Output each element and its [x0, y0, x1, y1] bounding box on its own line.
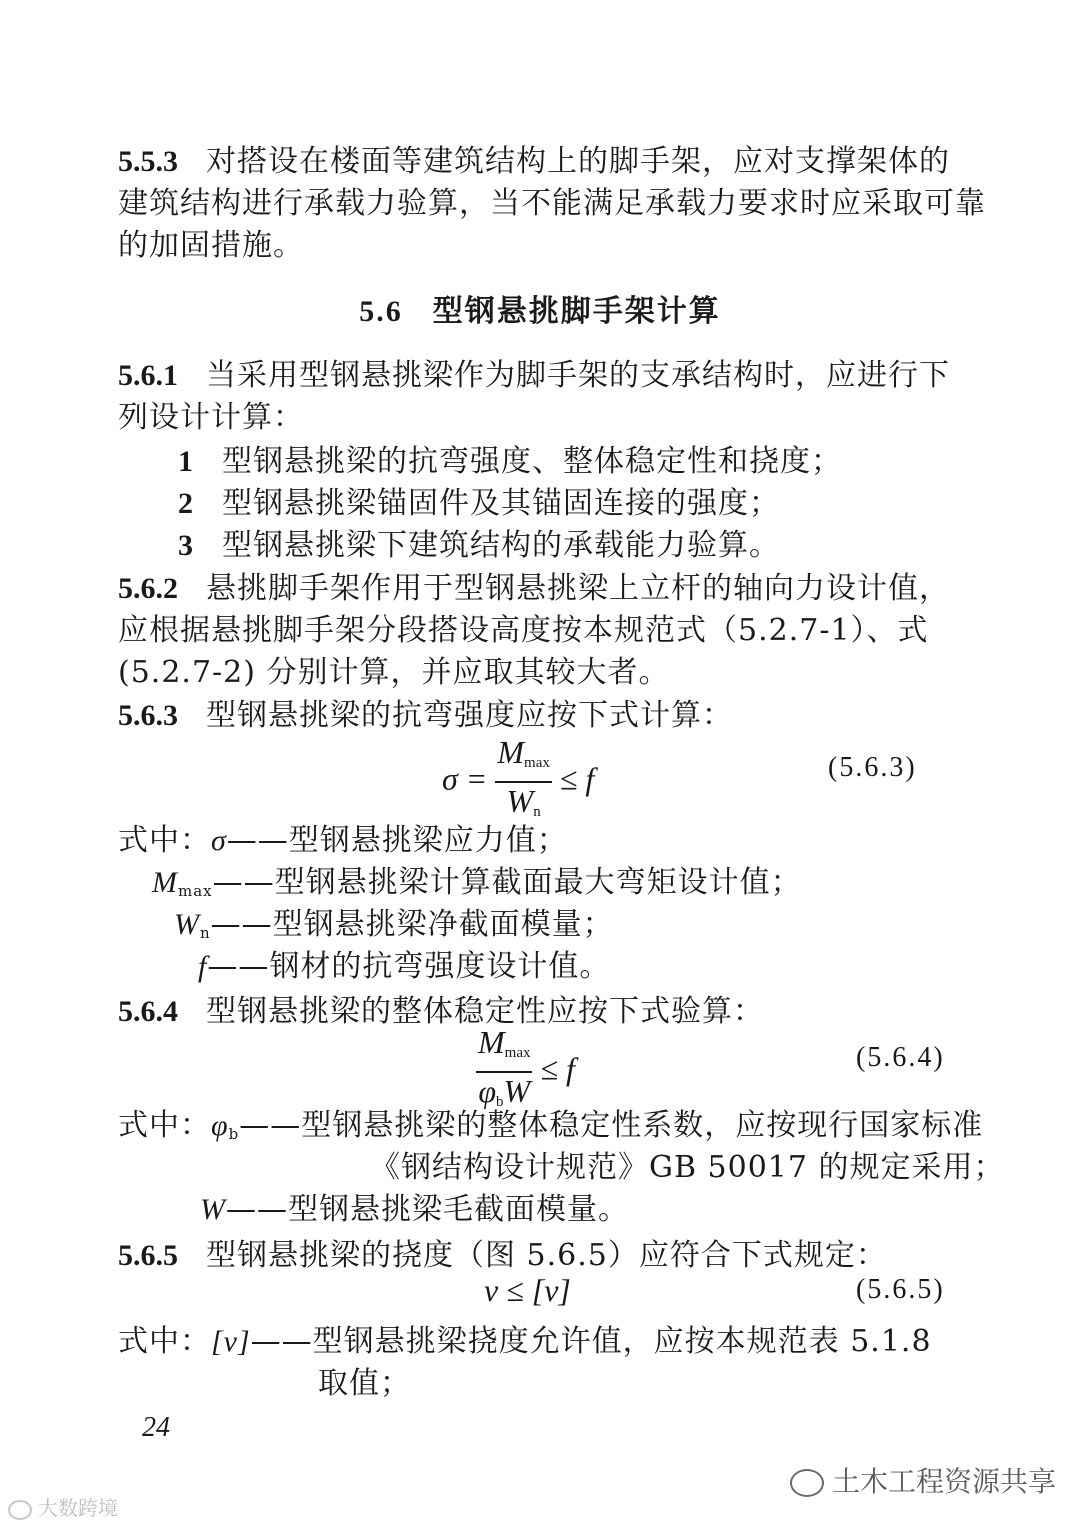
section-heading [0, 286, 1080, 330]
para-564-line1: 5.6.4 型钢悬挑梁的整体稳定性应按下式验算： [118, 994, 764, 1029]
para-565-line1: 5.6.5 型钢悬挑梁的挠度（图 5.6.5）应符合下式规定： [118, 1238, 887, 1273]
section-title: 型钢悬挑脚手架计算 [432, 294, 721, 329]
weibo-icon [8, 1500, 32, 1520]
para-562-line3: (5.2.7-2) 分别计算，并应取其较大者。 [118, 655, 670, 690]
where-565-def1-cont: 取值； [318, 1366, 411, 1401]
where-563-def2: $M_{max}——$型钢悬挑梁计算截面最大弯矩设计值； [152, 865, 802, 900]
page-number: 24 [142, 1412, 170, 1443]
clause-number-564: 5.6.4 [118, 995, 178, 1028]
equation-number-564: (5.6.4) [856, 1042, 945, 1073]
where-564-def1-cont: 《钢结构设计规范》GB 50017 的规定采用； [370, 1150, 1005, 1185]
para-561-line2: 列设计计算： [118, 400, 304, 435]
clause-number-562: 5.6.2 [118, 572, 178, 605]
where-565-def1: 式中：[v]——型钢悬挑梁挠度允许值，应按本规范表 5.1.8 [118, 1324, 932, 1359]
watermark-right: 土木工程资源共享 [790, 1460, 1056, 1500]
para-553-line2: 建筑结构进行承载力验算，当不能满足承载力要求时应采取可靠 [118, 186, 986, 221]
where-564-def2: W——型钢悬挑梁毛截面模量。 [200, 1192, 629, 1227]
formula-565: v ≤ [v] [484, 1272, 571, 1308]
para-553-line3: 的加固措施。 [118, 228, 304, 263]
formula-564: $\frac{M_{max}}{\varphi_bW}$ ≤ f [476, 1024, 575, 1120]
para-562-line1: 5.6.2 悬挑脚手架作用于型钢悬挑梁上立杆的轴向力设计值， [118, 571, 950, 606]
wechat-icon [790, 1469, 824, 1497]
list-item-3: 3 型钢悬挑梁下建筑结构的承载能力验算。 [178, 528, 780, 563]
where-563-def1: 式中：σ——型钢悬挑梁应力值； [118, 823, 568, 858]
clause-number-565: 5.6.5 [118, 1239, 178, 1272]
para-561-line1: 5.6.1 当采用型钢悬挑梁作为脚手架的支承结构时，应进行下 [118, 358, 950, 393]
equation-number-565: (5.6.5) [856, 1274, 945, 1305]
where-563-def3: $W_n——$型钢悬挑梁净截面模量； [174, 907, 614, 942]
section-number: 5.6 [359, 295, 403, 328]
clause-number-563: 5.6.3 [118, 699, 178, 732]
list-item-1: 1 型钢悬挑梁的抗弯强度、整体稳定性和挠度； [178, 444, 842, 479]
formula-563: σ = $\frac{M_{max}}{W_n}$ ≤ f [442, 734, 594, 830]
clause-number-553: 5.5.3 [118, 145, 178, 178]
para-553-line1: 5.5.3 对搭设在楼面等建筑结构上的脚手架，应对支撑架体的 [118, 144, 950, 179]
where-564-def1: 式中：$\varphi_b——$型钢悬挑梁的整体稳定性系数，应按现行国家标准 [118, 1108, 984, 1143]
para-563-line1: 5.6.3 型钢悬挑梁的抗弯强度应按下式计算： [118, 698, 733, 733]
fraction: $\frac{M_{max}}{\varphi_bW}$ [478, 1024, 531, 1110]
where-563-def4: f——钢材的抗弯强度设计值。 [198, 949, 611, 984]
list-item-2: 2 型钢悬挑梁锚固件及其锚固连接的强度； [178, 486, 780, 521]
fraction: $\frac{M_{max}}{W_n}$ [497, 734, 550, 820]
equation-number-563: (5.6.3) [828, 752, 917, 783]
clause-number-561: 5.6.1 [118, 359, 178, 392]
para-562-line2: 应根据悬挑脚手架分段搭设高度按本规范式（5.2.7-1）、式 [118, 613, 929, 648]
watermark-left: 大数跨境 [8, 1492, 118, 1521]
